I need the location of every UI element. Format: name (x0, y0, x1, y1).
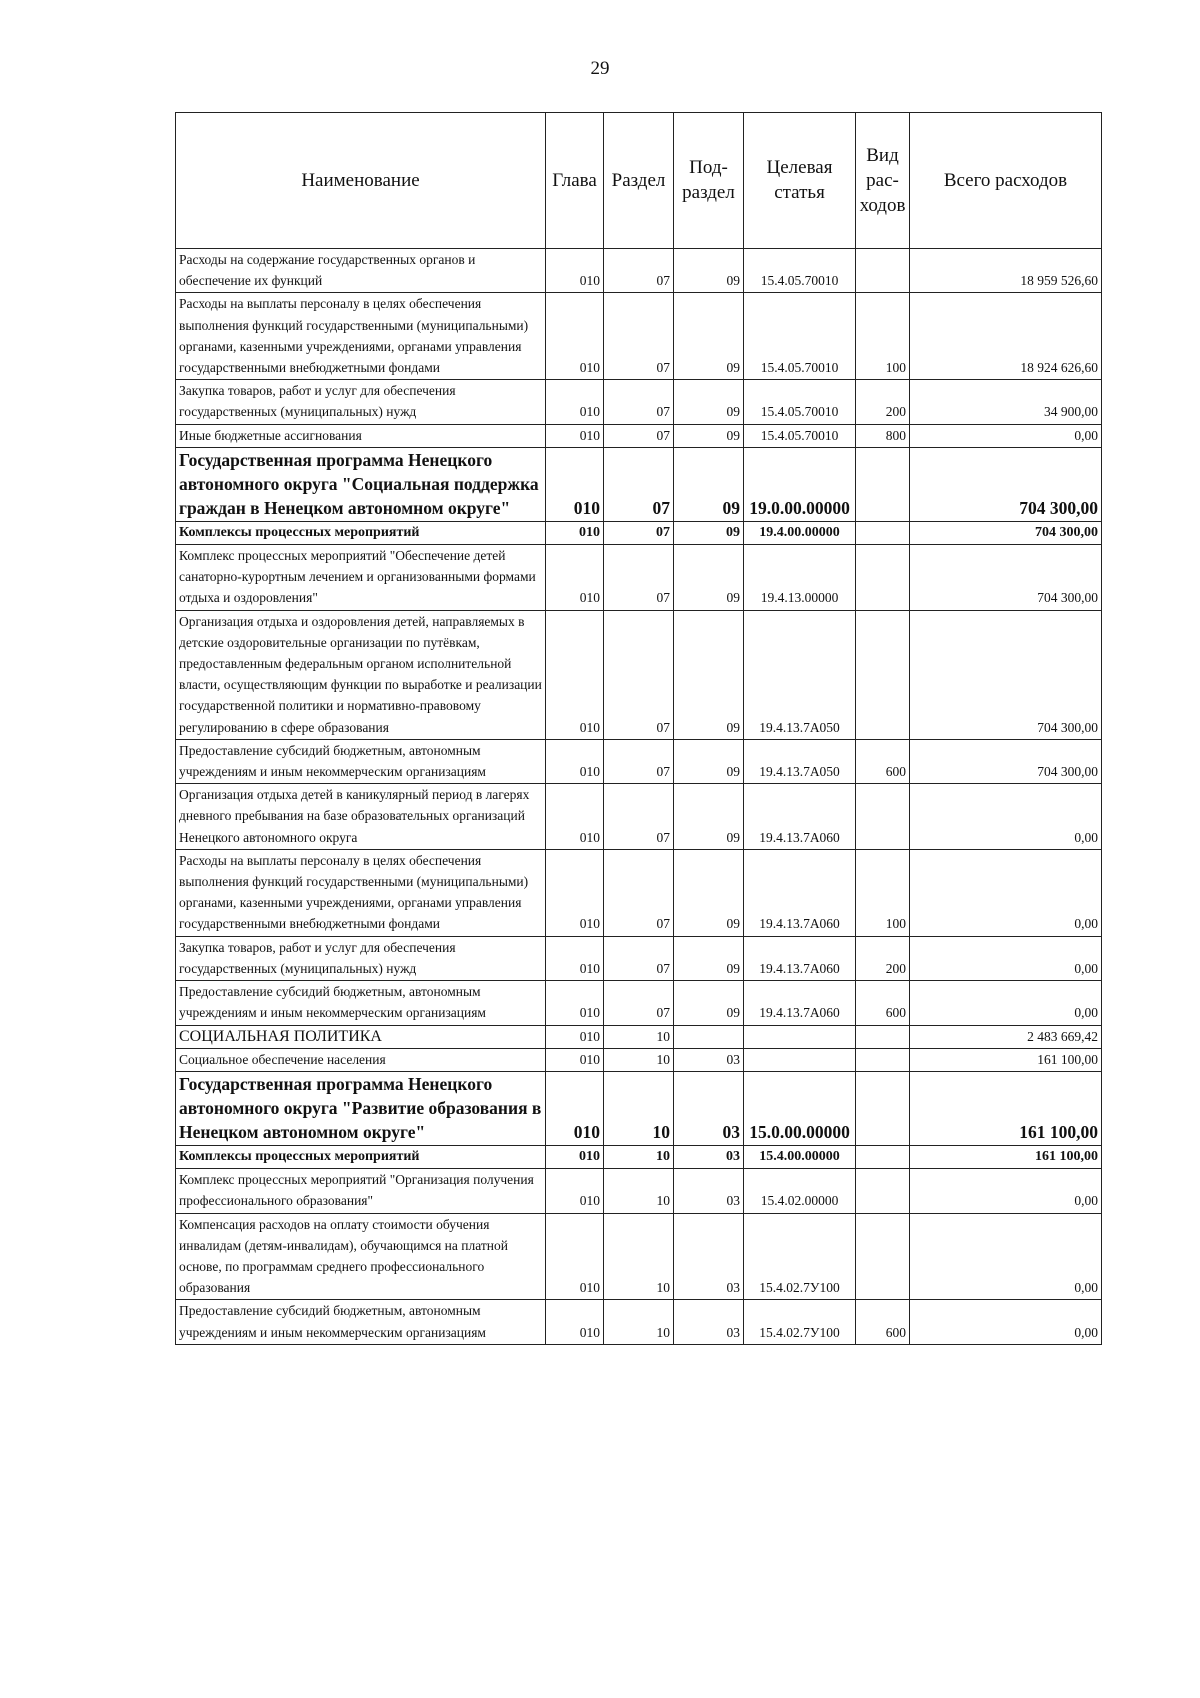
cell-section: 10 (604, 1300, 674, 1344)
cell-total: 704 300,00 (910, 610, 1102, 739)
cell-chapter: 010 (546, 521, 604, 544)
table-row (176, 784, 1102, 850)
cell-target: 19.4.13.7А060 (744, 849, 856, 936)
cell-name: Предоставление субсидий бюджетным, автономным учреждениям и иным некоммерческим организациям (176, 1300, 546, 1344)
table-row (176, 1071, 1102, 1145)
cell-target (744, 1048, 856, 1071)
cell-target: 15.4.02.7У100 (744, 1300, 856, 1344)
cell-chapter: 010 (546, 424, 604, 447)
cell-type: 100 (856, 293, 910, 380)
cell-name: СОЦИАЛЬНАЯ ПОЛИТИКА (176, 1025, 546, 1048)
cell-target: 19.4.13.7А050 (744, 739, 856, 783)
cell-name: Закупка товаров, работ и услуг для обеспечения государственных (муниципальных) нужд (176, 936, 546, 980)
header-type-line2: рас- (866, 169, 899, 191)
cell-chapter: 010 (546, 1300, 604, 1344)
cell-name: Расходы на содержание государственных органов и обеспечение их функций (176, 249, 546, 293)
header-target (744, 113, 856, 249)
table-row (176, 447, 1102, 521)
cell-subsection: 09 (674, 784, 744, 850)
cell-chapter: 010 (546, 293, 604, 380)
cell-total: 2 483 669,42 (910, 1025, 1102, 1048)
cell-chapter: 010 (546, 249, 604, 293)
cell-target: 19.4.13.7А060 (744, 981, 856, 1025)
cell-chapter: 010 (546, 447, 604, 521)
cell-type: 600 (856, 739, 910, 783)
cell-name: Комплексы процессных мероприятий (176, 521, 546, 544)
table-row (176, 249, 1102, 293)
header-subsection-line2: раздел (682, 182, 735, 203)
cell-subsection: 09 (674, 521, 744, 544)
cell-type (856, 447, 910, 521)
cell-chapter: 010 (546, 1048, 604, 1071)
cell-name: Компенсация расходов на оплату стоимости обучения инвалидам (детям-инвалидам), обучающимся на платной основе, по программам среднего профессионального образования (176, 1213, 546, 1300)
cell-total: 161 100,00 (910, 1145, 1102, 1168)
cell-target: 19.0.00.00000 (744, 447, 856, 521)
table-row (176, 521, 1102, 544)
cell-total: 34 900,00 (910, 380, 1102, 424)
cell-subsection: 09 (674, 380, 744, 424)
cell-target: 19.4.13.00000 (744, 545, 856, 611)
cell-target: 19.4.13.7А060 (744, 784, 856, 850)
cell-subsection: 09 (674, 447, 744, 521)
cell-section: 10 (604, 1213, 674, 1300)
cell-chapter: 010 (546, 1145, 604, 1168)
table-row (176, 981, 1102, 1025)
cell-section: 07 (604, 936, 674, 980)
cell-name: Предоставление субсидий бюджетным, автономным учреждениям и иным некоммерческим организациям (176, 981, 546, 1025)
cell-type: 600 (856, 1300, 910, 1344)
cell-total: 704 300,00 (910, 739, 1102, 783)
cell-subsection: 09 (674, 936, 744, 980)
cell-subsection: 09 (674, 981, 744, 1025)
header-type-line3: ходов (859, 194, 906, 216)
table-row (176, 1025, 1102, 1048)
table-row (176, 1300, 1102, 1344)
cell-name: Иные бюджетные ассигнования (176, 424, 546, 447)
cell-total: 0,00 (910, 784, 1102, 850)
table-row (176, 1169, 1102, 1213)
cell-type (856, 249, 910, 293)
cell-target: 15.4.05.70010 (744, 293, 856, 380)
cell-total: 0,00 (910, 936, 1102, 980)
cell-chapter: 010 (546, 936, 604, 980)
cell-section: 07 (604, 610, 674, 739)
table-row (176, 936, 1102, 980)
cell-section: 07 (604, 545, 674, 611)
cell-section: 07 (604, 293, 674, 380)
cell-subsection: 03 (674, 1300, 744, 1344)
table-row (176, 424, 1102, 447)
cell-total: 704 300,00 (910, 521, 1102, 544)
cell-type (856, 1048, 910, 1071)
header-type (856, 113, 910, 249)
cell-total: 18 924 626,60 (910, 293, 1102, 380)
cell-subsection: 09 (674, 293, 744, 380)
table-row (176, 1213, 1102, 1300)
cell-section: 07 (604, 380, 674, 424)
cell-subsection: 03 (674, 1048, 744, 1071)
header-row (176, 113, 1102, 249)
cell-name: Организация отдыха детей в каникулярный период в лагерях дневного пребывания на базе образовательных организаций Ненецкого автономного округа (176, 784, 546, 850)
page-number: 29 (590, 58, 610, 79)
cell-total: 0,00 (910, 981, 1102, 1025)
cell-subsection: 09 (674, 545, 744, 611)
cell-type (856, 784, 910, 850)
cell-subsection: 09 (674, 249, 744, 293)
cell-name: Расходы на выплаты персоналу в целях обеспечения выполнения функций государственными (муниципальными) органами, казенными учреждениями, органами управления государственными внебюджетными фондами (176, 849, 546, 936)
cell-type (856, 545, 910, 611)
cell-name: Закупка товаров, работ и услуг для обеспечения государственных (муниципальных) нужд (176, 380, 546, 424)
header-subsection-line1: Под- (689, 157, 728, 178)
cell-section: 07 (604, 447, 674, 521)
cell-name: Государственная программа Ненецкого автономного округа "Социальная поддержка граждан в Ненецком автономном округе" (176, 447, 546, 521)
table-row (176, 1048, 1102, 1071)
cell-type: 100 (856, 849, 910, 936)
cell-section: 10 (604, 1145, 674, 1168)
cell-section: 07 (604, 521, 674, 544)
header-chapter: Глава (546, 113, 604, 249)
table-row (176, 380, 1102, 424)
cell-chapter: 010 (546, 849, 604, 936)
cell-section: 10 (604, 1048, 674, 1071)
budget-table (175, 112, 1102, 1345)
cell-target: 19.4.00.00000 (744, 521, 856, 544)
cell-total: 0,00 (910, 1213, 1102, 1300)
cell-name: Предоставление субсидий бюджетным, автономным учреждениям и иным некоммерческим организациям (176, 739, 546, 783)
header-subsection (674, 113, 744, 249)
table-row (176, 1145, 1102, 1168)
table-body (176, 249, 1102, 1345)
cell-total: 0,00 (910, 1169, 1102, 1213)
cell-target: 15.4.05.70010 (744, 249, 856, 293)
cell-total: 161 100,00 (910, 1071, 1102, 1145)
cell-chapter: 010 (546, 784, 604, 850)
cell-target: 15.4.05.70010 (744, 424, 856, 447)
cell-type: 200 (856, 380, 910, 424)
cell-name: Комплекс процессных мероприятий "Организация получения профессионального образования" (176, 1169, 546, 1213)
cell-subsection: 09 (674, 849, 744, 936)
cell-target (744, 1025, 856, 1048)
table-row (176, 610, 1102, 739)
cell-subsection: 03 (674, 1071, 744, 1145)
cell-chapter: 010 (546, 739, 604, 783)
cell-type (856, 610, 910, 739)
cell-chapter: 010 (546, 380, 604, 424)
cell-name: Государственная программа Ненецкого автономного округа "Развитие образования в Ненецком автономном округе" (176, 1071, 546, 1145)
cell-total: 0,00 (910, 849, 1102, 936)
cell-type (856, 1025, 910, 1048)
cell-target: 15.4.02.7У100 (744, 1213, 856, 1300)
cell-section: 07 (604, 981, 674, 1025)
cell-subsection: 09 (674, 424, 744, 447)
cell-type (856, 1213, 910, 1300)
cell-name: Организация отдыха и оздоровления детей, направляемых в детские оздоровительные организации по путёвкам, предоставленным федеральным органом исполнительной власти, осуществляющим функции по выработке и реализации государственной политики и нормативно-правовому регулированию в сфере образования (176, 610, 546, 739)
header-name: Наименование (176, 113, 546, 249)
cell-chapter: 010 (546, 1071, 604, 1145)
cell-subsection: 03 (674, 1169, 744, 1213)
cell-type (856, 1169, 910, 1213)
cell-name: Комплекс процессных мероприятий "Обеспечение детей санаторно-курортным лечением и организованными формами отдыха и оздоровления" (176, 545, 546, 611)
cell-type: 600 (856, 981, 910, 1025)
cell-subsection: 03 (674, 1145, 744, 1168)
cell-name: Комплексы процессных мероприятий (176, 1145, 546, 1168)
cell-type: 800 (856, 424, 910, 447)
cell-type: 200 (856, 936, 910, 980)
header-section: Раздел (604, 113, 674, 249)
header-target-line1: Целевая (766, 157, 833, 178)
cell-section: 07 (604, 849, 674, 936)
cell-chapter: 010 (546, 981, 604, 1025)
cell-subsection (674, 1025, 744, 1048)
cell-chapter: 010 (546, 1025, 604, 1048)
table-row (176, 739, 1102, 783)
table-row (176, 849, 1102, 936)
cell-section: 10 (604, 1025, 674, 1048)
cell-total: 0,00 (910, 424, 1102, 447)
cell-subsection: 09 (674, 739, 744, 783)
cell-section: 07 (604, 784, 674, 850)
cell-type (856, 521, 910, 544)
cell-type (856, 1071, 910, 1145)
cell-total: 18 959 526,60 (910, 249, 1102, 293)
cell-chapter: 010 (546, 610, 604, 739)
cell-chapter: 010 (546, 1169, 604, 1213)
cell-target: 19.4.13.7А060 (744, 936, 856, 980)
cell-section: 07 (604, 249, 674, 293)
cell-total: 161 100,00 (910, 1048, 1102, 1071)
header-target-line2: статья (774, 182, 825, 203)
cell-subsection: 09 (674, 610, 744, 739)
cell-target: 15.4.00.00000 (744, 1145, 856, 1168)
table-row (176, 293, 1102, 380)
cell-section: 07 (604, 739, 674, 783)
header-total: Всего расходов (910, 113, 1102, 249)
cell-target: 15.0.00.00000 (744, 1071, 856, 1145)
cell-section: 07 (604, 424, 674, 447)
cell-total: 704 300,00 (910, 447, 1102, 521)
cell-chapter: 010 (546, 1213, 604, 1300)
cell-type (856, 1145, 910, 1168)
cell-section: 10 (604, 1169, 674, 1213)
header-type-line1: Вид (866, 144, 899, 166)
cell-total: 704 300,00 (910, 545, 1102, 611)
cell-section: 10 (604, 1071, 674, 1145)
cell-target: 15.4.02.00000 (744, 1169, 856, 1213)
cell-chapter: 010 (546, 545, 604, 611)
cell-subsection: 03 (674, 1213, 744, 1300)
cell-total: 0,00 (910, 1300, 1102, 1344)
cell-target: 15.4.05.70010 (744, 380, 856, 424)
cell-name: Социальное обеспечение населения (176, 1048, 546, 1071)
table-row (176, 545, 1102, 611)
cell-target: 19.4.13.7А050 (744, 610, 856, 739)
cell-name: Расходы на выплаты персоналу в целях обеспечения выполнения функций государственными (муниципальными) органами, казенными учреждениями, органами управления государственными внебюджетными фондами (176, 293, 546, 380)
